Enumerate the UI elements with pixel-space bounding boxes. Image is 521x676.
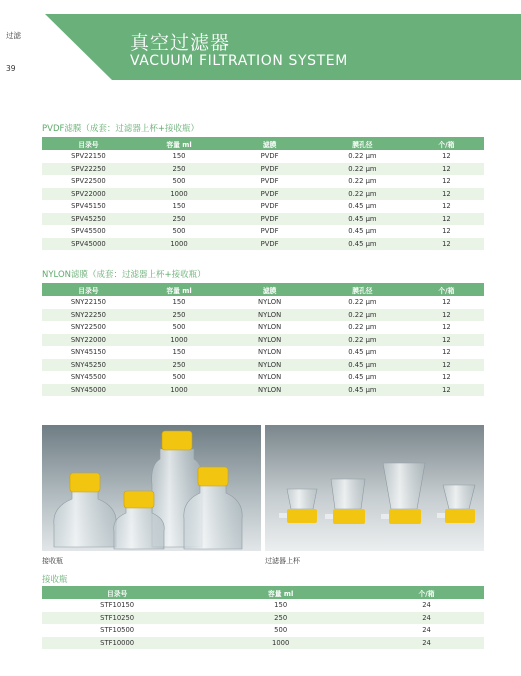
table-cell: PVDF <box>260 227 279 236</box>
table-cell: 0.45 μm <box>316 238 409 251</box>
table-row <box>42 599 484 612</box>
table-cell: 12 <box>442 298 451 307</box>
table-cell: 0.22 μm <box>316 188 409 201</box>
table-row <box>42 309 484 322</box>
table-cell: PVDF <box>260 202 279 211</box>
table-cell: 12 <box>409 334 484 347</box>
column-header: 容量 ml <box>192 586 369 599</box>
column-header: 容量 ml <box>135 283 223 296</box>
table-cell: PVDF <box>223 213 316 226</box>
table-cell: 0.45 μm <box>348 227 377 236</box>
table-cell: 0.45 μm <box>316 384 409 397</box>
column-header: 膜孔径 <box>316 137 409 150</box>
table-header-row <box>42 283 484 296</box>
table-cell: SNY22250 <box>42 309 135 322</box>
table-cell: 12 <box>409 188 484 201</box>
column-header: 个/箱 <box>409 137 484 150</box>
table-cell: PVDF <box>223 188 316 201</box>
table-cell: 12 <box>442 323 451 332</box>
table-cell: SPV45000 <box>42 238 135 251</box>
table-cell: 150 <box>172 348 186 357</box>
table-cell: 1000 <box>135 188 223 201</box>
bottles-table <box>42 586 484 649</box>
page-number: 39 <box>6 64 16 73</box>
table-cell: 150 <box>172 298 186 307</box>
table-cell: 150 <box>274 601 288 610</box>
table-row <box>42 200 484 213</box>
table-cell: NYLON <box>258 348 282 357</box>
table-cell: STF10250 <box>42 612 192 625</box>
table-cell: SPV22150 <box>71 152 106 161</box>
table-cell: 12 <box>409 384 484 397</box>
table-cell: 12 <box>442 202 451 211</box>
table-row <box>42 359 484 372</box>
table-cell: SNY45150 <box>70 348 106 357</box>
table-row <box>42 175 484 188</box>
table-cell: SNY45500 <box>70 373 106 382</box>
table-cell: 0.22 μm <box>316 334 409 347</box>
table-cell: 1000 <box>135 384 223 397</box>
bottles-section-title: 接收瓶 <box>42 575 68 585</box>
table-row <box>42 296 484 309</box>
table-row <box>42 225 484 238</box>
page-title-en: VACUUM FILTRATION SYSTEM <box>130 53 348 69</box>
table-row <box>42 384 484 397</box>
table-cell: 1000 <box>192 637 369 650</box>
table-cell: 0.22 μm <box>348 177 377 186</box>
table-cell: 12 <box>442 152 451 161</box>
table-cell: 0.22 μm <box>348 152 377 161</box>
column-header: 容量 ml <box>135 137 223 150</box>
table-row <box>42 637 484 650</box>
table-cell: 12 <box>442 373 451 382</box>
table-cell: 12 <box>409 163 484 176</box>
column-header: 滤膜 <box>223 283 316 296</box>
cap <box>445 509 475 523</box>
table-cell: 0.22 μm <box>316 163 409 176</box>
table-header-row <box>42 137 484 150</box>
table-cell: STF10150 <box>100 601 135 610</box>
table-cell: SNY22500 <box>70 323 106 332</box>
table-cell: PVDF <box>260 177 279 186</box>
table-cell: NYLON <box>223 384 316 397</box>
cap <box>124 491 154 508</box>
table-cell: NYLON <box>223 359 316 372</box>
table-cell: 12 <box>409 309 484 322</box>
table-cell: 1000 <box>135 238 223 251</box>
column-header: 个/箱 <box>369 586 484 599</box>
table-cell: SPV22000 <box>42 188 135 201</box>
table-cell: PVDF <box>223 163 316 176</box>
table-row <box>42 188 484 201</box>
cap <box>162 431 192 450</box>
table-cell: NYLON <box>223 334 316 347</box>
cap <box>333 509 365 524</box>
table-cell: SPV45500 <box>71 227 106 236</box>
table-cell: 12 <box>409 213 484 226</box>
table-cell: 500 <box>172 177 186 186</box>
table-cell: 250 <box>135 359 223 372</box>
filter-cups-photo <box>265 425 484 551</box>
table-cell: 250 <box>192 612 369 625</box>
page-title-cn: 真空过滤器 <box>130 32 231 54</box>
table-cell: NYLON <box>258 373 282 382</box>
column-header: 滤膜 <box>223 137 316 150</box>
table-cell: 0.45 μm <box>348 348 377 357</box>
table-row <box>42 612 484 625</box>
table-row <box>42 163 484 176</box>
cap <box>287 509 317 523</box>
table-cell: 150 <box>172 152 186 161</box>
table-cell: NYLON <box>258 298 282 307</box>
table-row <box>42 150 484 163</box>
table-cell: 1000 <box>135 334 223 347</box>
table-header-row <box>42 586 484 599</box>
filter-cups-caption: 过滤器上杯 <box>265 557 300 565</box>
table-row <box>42 213 484 226</box>
column-header: 目录号 <box>42 137 135 150</box>
table-cell: 150 <box>172 202 186 211</box>
table-row <box>42 334 484 347</box>
table-cell: SNY22000 <box>42 334 135 347</box>
table-cell: STF10000 <box>42 637 192 650</box>
table-cell: SPV45150 <box>71 202 106 211</box>
table-cell: 0.22 μm <box>316 309 409 322</box>
table-cell: 24 <box>369 637 484 650</box>
table-cell: 12 <box>409 238 484 251</box>
table-cell: 0.22 μm <box>348 298 377 307</box>
table-cell: 250 <box>135 163 223 176</box>
column-header: 个/箱 <box>409 283 484 296</box>
column-header: 膜孔径 <box>316 283 409 296</box>
table-row <box>42 238 484 251</box>
table-cell: 500 <box>172 227 186 236</box>
nylon-section-title: NYLON滤膜（成套：过滤器上杯+接收瓶） <box>42 270 206 280</box>
pvdf-table <box>42 137 484 250</box>
table-cell: PVDF <box>260 152 279 161</box>
table-cell: SNY45000 <box>42 384 135 397</box>
column-header: 目录号 <box>42 283 135 296</box>
table-cell: 250 <box>135 213 223 226</box>
column-header: 目录号 <box>42 586 192 599</box>
table-row <box>42 371 484 384</box>
pvdf-section-title: PVDF滤膜（成套：过滤器上杯+接收瓶） <box>42 124 199 134</box>
table-row <box>42 346 484 359</box>
table-cell: 500 <box>172 323 186 332</box>
table-cell: SNY22150 <box>70 298 106 307</box>
table-cell: 500 <box>172 373 186 382</box>
table-cell: 12 <box>409 359 484 372</box>
nylon-table <box>42 283 484 396</box>
table-cell: SPV45250 <box>42 213 135 226</box>
table-cell: 500 <box>274 626 288 635</box>
receiver-bottles-caption: 接收瓶 <box>42 557 63 565</box>
table-cell: SPV22250 <box>42 163 135 176</box>
cap <box>70 473 100 492</box>
cap <box>389 509 421 524</box>
table-cell: 24 <box>422 601 431 610</box>
table-cell: 12 <box>442 348 451 357</box>
table-cell: 24 <box>422 626 431 635</box>
table-cell: 12 <box>442 227 451 236</box>
table-cell: PVDF <box>223 238 316 251</box>
table-row <box>42 624 484 637</box>
table-cell: SNY45250 <box>42 359 135 372</box>
table-cell: SPV22500 <box>71 177 106 186</box>
table-cell: 0.45 μm <box>348 373 377 382</box>
table-cell: 24 <box>369 612 484 625</box>
table-cell: STF10500 <box>100 626 135 635</box>
table-cell: NYLON <box>258 323 282 332</box>
table-cell: 0.45 μm <box>316 213 409 226</box>
table-cell: 12 <box>442 177 451 186</box>
table-cell: NYLON <box>223 309 316 322</box>
section-tab-label: 过滤 <box>6 31 21 40</box>
table-cell: 0.45 μm <box>348 202 377 211</box>
table-cell: 0.45 μm <box>316 359 409 372</box>
table-cell: 0.22 μm <box>348 323 377 332</box>
cap <box>198 467 228 486</box>
table-cell: 250 <box>135 309 223 322</box>
table-row <box>42 321 484 334</box>
receiver-bottles-photo <box>42 425 261 551</box>
